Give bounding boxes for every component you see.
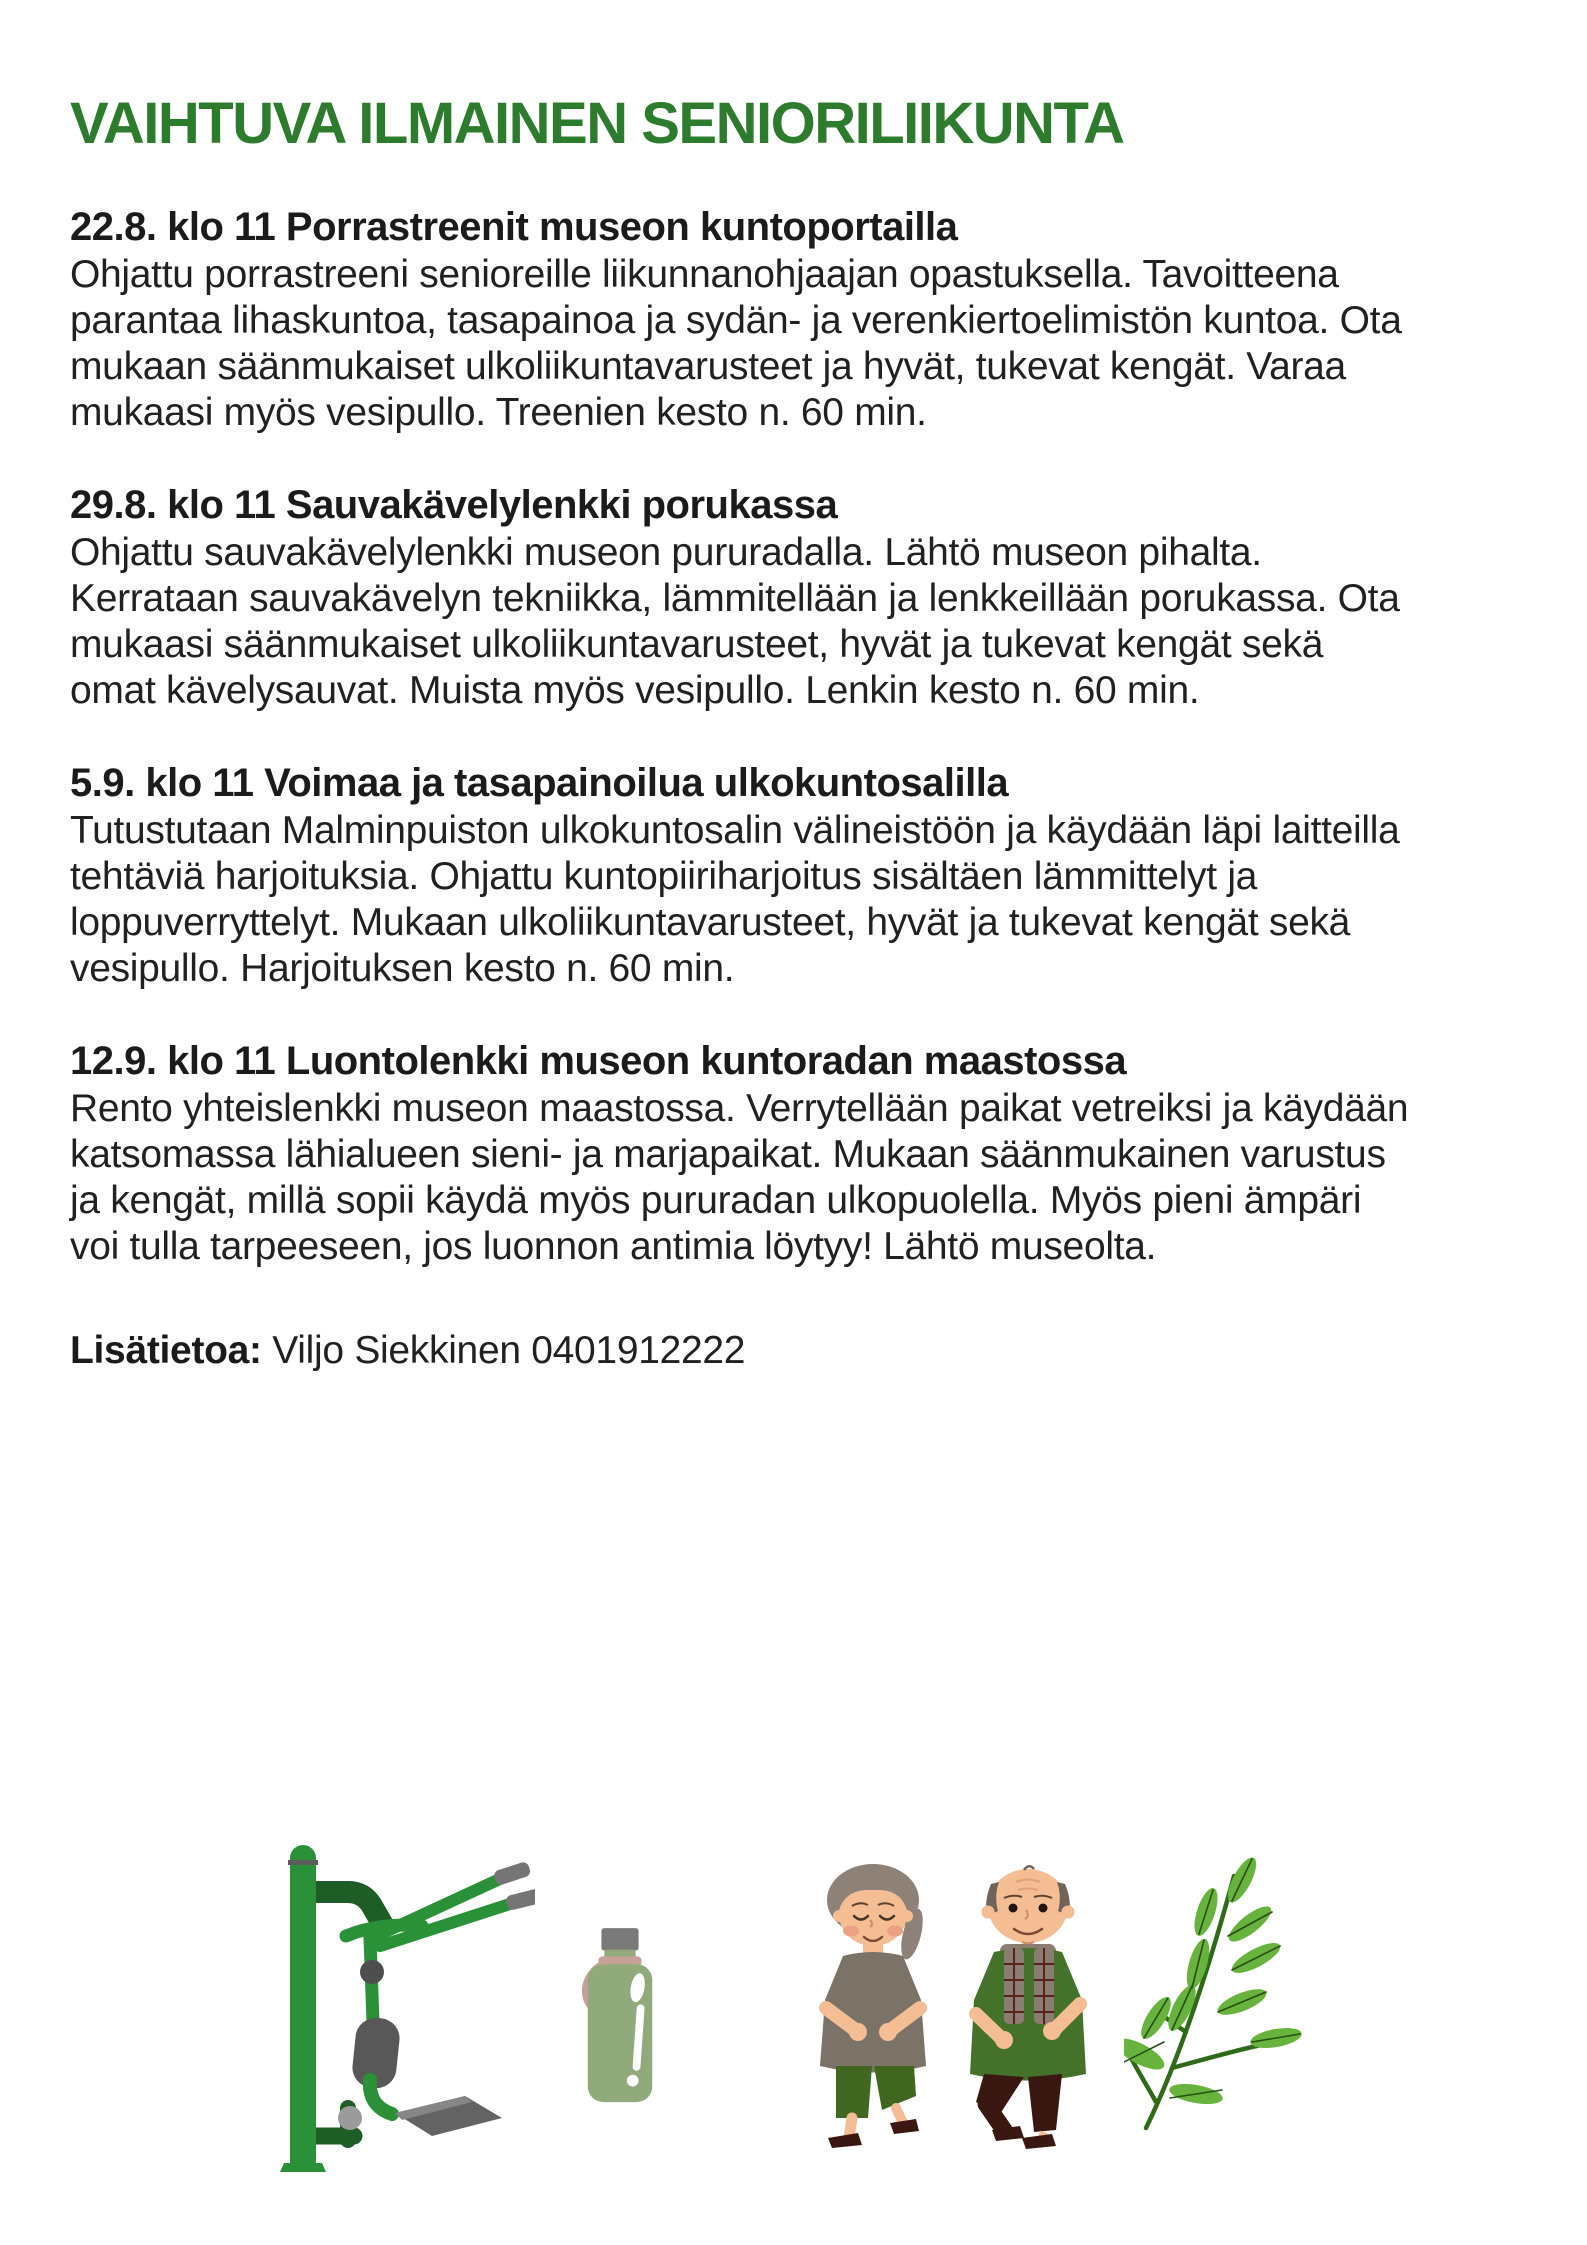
- senior-man: [970, 1866, 1086, 2149]
- event-section-2: [70, 481, 1410, 714]
- leaves: [1124, 1856, 1302, 2108]
- senior-couple-jogging-illustration: [788, 1848, 1123, 2150]
- leafy-branch-illustration: [1124, 1856, 1302, 2134]
- contact-label: Lisätietoa:: [70, 1328, 262, 1372]
- event-section-1: [70, 203, 1410, 436]
- event-description: Tutustutaan Malminpuiston ulkokuntosalin välineistöön ja käydään läpi laitteilla tehtäviä harjoituksia. Ohjattu kuntopiiriharjoitus sisältäen lämmittelyt ja loppuverryttelyt. Mukaan ulkoliikuntavarusteet, hyvät ja tukevat kengät sekä vesipullo. Harjoituksen kesto n. 60 min.: [70, 808, 1400, 990]
- illustration-row: [0, 1810, 1587, 2245]
- outdoor-gym-equipment-illustration: [250, 1830, 535, 2230]
- contact-value: Viljo Siekkinen 0401912222: [272, 1328, 746, 1372]
- event-heading: 12.9. klo 11 Luontolenkki museon kuntoradan maastossa: [70, 1038, 1127, 1083]
- page-title: VAIHTUVA ILMAINEN SENIORILIIKUNTA: [70, 91, 1124, 156]
- event-section-3: [70, 759, 1410, 992]
- event-heading: 5.9. klo 11 Voimaa ja tasapainoilua ulkokuntosalilla: [70, 760, 1009, 805]
- event-description: Rento yhteislenkki museon maastossa. Verrytellään paikat vetreiksi ja käydään katsomassa lähialueen sieni- ja marjapaikat. Mukaan säänmukainen varustus ja kengät, millä sopii käydä myös pururadan ulkopuolella. Myös pieni ämpäri voi tulla tarpeeseen, jos luonnon antimia löytyy! Lähtö museolta.: [70, 1086, 1409, 1268]
- event-heading: 22.8. klo 11 Porrastreenit museon kuntoportailla: [70, 204, 958, 249]
- event-heading: 29.8. klo 11 Sauvakävelylenkki porukassa: [70, 482, 838, 527]
- event-description: Ohjattu sauvakävelylenkki museon pururadalla. Lähtö museon pihalta. Kerrataan sauvakävelyn tekniikka, lämmitellään ja lenkkeillään porukassa. Ota mukaasi säänmukaiset ulkoliikuntavarusteet, hyvät ja tukevat kengät sekä omat kävelysauvat. Muista myös vesipullo. Lenkin kesto n. 60 min.: [70, 530, 1400, 712]
- contact-info: [70, 1328, 1410, 1374]
- senior-woman: [820, 1864, 927, 2148]
- event-section-4: [70, 1037, 1410, 1270]
- water-bottle-illustration: [576, 1925, 664, 2113]
- event-description: Ohjattu porrastreeni senioreille liikunnanohjaajan opastuksella. Tavoitteena parantaa lihaskuntoa, tasapainoa ja sydän- ja verenkiertoelimistön kuntoa. Ota mukaan säänmukaiset ulkoliikuntavarusteet ja hyvät, tukevat kengät. Varaa mukaasi myös vesipullo. Treenien kesto n. 60 min.: [70, 252, 1402, 434]
